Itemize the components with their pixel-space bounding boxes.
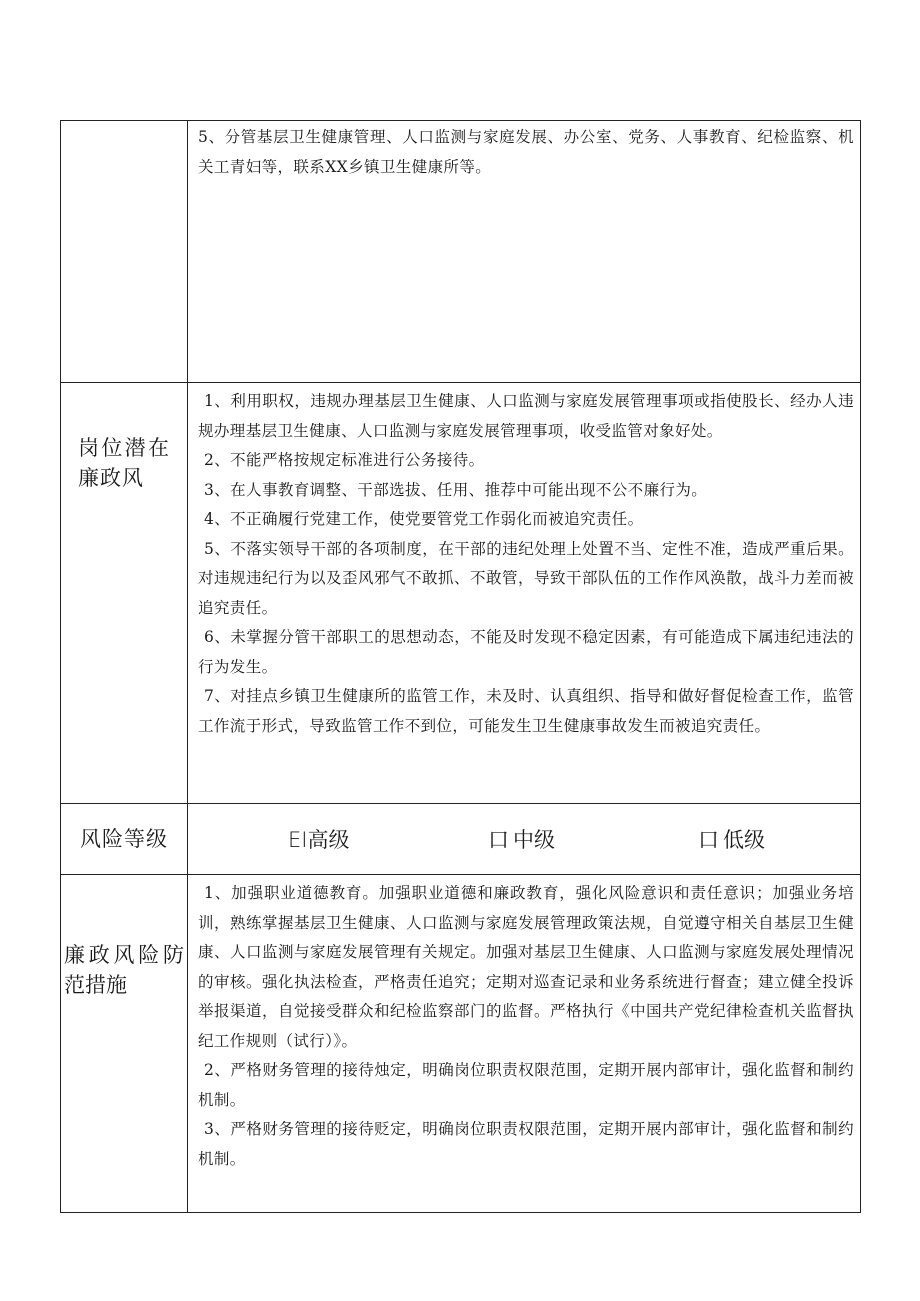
level-high-option [288,824,488,854]
measures-row [61,875,861,1213]
measures-label: 廉政风险防范措施 [64,943,184,997]
level-low-option [698,824,765,854]
risk-table [60,120,861,1213]
risk-level-options [188,805,860,873]
risk-item-2: 2、不能严格按规定标准进行公务接待。 [204,451,485,469]
risks-row [61,383,861,804]
level-medium-box: 口 [488,828,509,852]
duties-row [61,121,861,383]
level-medium-label: 中级 [513,828,555,852]
measure-item-1: 1、加强职业道德教育。加强职业道德和廉政教育，强化风险意识和责任意识；加强业务培训，熟练掌握基层卫生健康、人口监测与家庭发展管理政策法规，自觉遵守相关自基层卫生健康、人口监测与家庭发展管理有关规定。加强对基层卫生健康、人口监测与家庭发展处理情况的审核。强化执法检查，严格责任追究；定期对巡查记录和业务系统进行督查；建立健全投诉举报渠道，自觉接受群众和纪检监察部门的监督。严格执行《中国共产党纪律检查机关监督执纪工作规则（试行）》。 [198,884,854,1050]
level-medium-option [488,824,698,854]
level-label: 风险等级 [80,827,168,851]
measures-label-cell [61,875,188,1213]
risks-label-cell [61,383,188,804]
duties-content-cell [188,121,861,383]
risk-item-3: 3、在人事教育调整、干部选拔、任用、推荐中可能出现不公不廉行为。 [204,480,708,499]
risks-label: 岗位潜在廉政风 [78,436,170,490]
duties-paragraph-1: 5、分管基层卫生健康管理、人口监测与家庭发展、办公室、党务、人事教育、纪检监察、机关工青妇等，联系XX乡镇卫生健康所等。 [198,128,854,176]
level-row [61,804,861,875]
level-high-label: EI高级 [288,828,350,852]
risk-item-5: 5、不落实领导干部的各项制度，在干部的违纪处理上处置不当、定性不准，造成严重后果。对违规违纪行为以及歪风邪气不敢抓、不敢管，导致干部队伍的工作作风涣散，战斗力差而被追究责任。 [198,539,854,617]
measure-item-3: 3、严格财务管理的接待贬定，明确岗位职责权限范围，定期开展内部审计，强化监督和制约机制。 [198,1120,854,1168]
risk-item-4: 4、不正确履行党建工作，使党要管党工作弱化而被追究责任。 [204,510,644,528]
risks-content-cell [188,383,861,804]
duties-label-cell [61,121,188,383]
level-low-label: 低级 [723,828,765,852]
measures-content-cell [188,875,861,1213]
level-content-cell [188,804,861,875]
risk-item-7: 7、对挂点乡镇卫生健康所的监管工作，未及时、认真组织、指导和做好督促检查工作，监管工作流于形式，导致监管工作不到位，可能发生卫生健康事故发生而被追究责任。 [198,687,854,735]
level-low-box: 口 [698,828,719,852]
level-label-cell [61,804,188,875]
risk-item-1: 1、利用职权，违规办理基层卫生健康、人口监测与家庭发展管理事项或指使股长、经办人违规办理基层卫生健康、人口监测与家庭发展管理事项，收受监管对象好处。 [198,392,854,440]
risk-item-6: 6、未掌握分管干部职工的思想动态，不能及时发现不稳定因素，有可能造成下属违纪违法的行为发生。 [198,628,854,676]
measure-item-2: 2、严格财务管理的接待烛定，明确岗位职责权限范围，定期开展内部审计，强化监督和制约机制。 [198,1061,854,1109]
